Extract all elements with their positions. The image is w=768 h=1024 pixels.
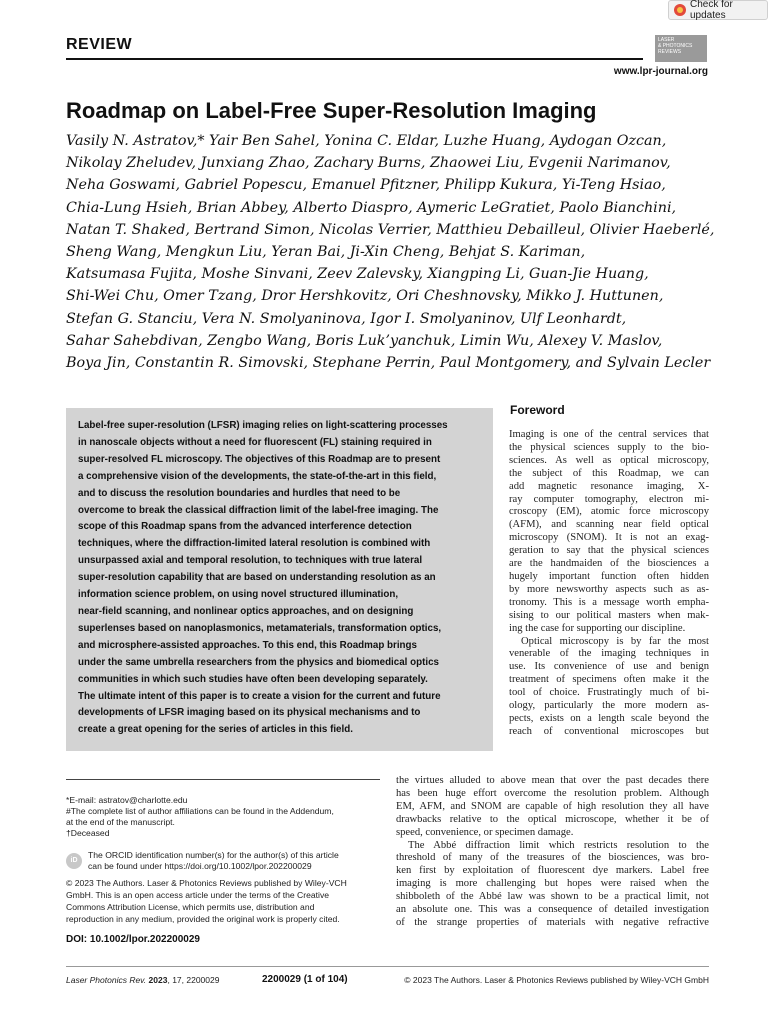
abstract-line: scope of this Roadmap spans from the advanced interference detection bbox=[78, 521, 412, 533]
check-for-updates-button[interactable] bbox=[668, 0, 768, 20]
author-line: Neha Goswami, Gabriel Popescu, Emanuel Pfitzner, Philipp Kukura, Yi-Teng Hsiao, bbox=[66, 177, 666, 194]
abstract-line: communities in which such studies have often been developing separately. bbox=[78, 673, 428, 685]
abstract-line: and microsphere-assisted approaches. To this end, this Roadmap brings bbox=[78, 639, 417, 651]
abstract-line: create a great opening for the series of articles in this field. bbox=[78, 724, 353, 736]
header-rule bbox=[66, 58, 643, 60]
journal-logo-line: LASER bbox=[658, 37, 675, 43]
doi-link[interactable]: DOI: 10.1002/lpor.202200029 bbox=[66, 934, 200, 945]
body-line: speed, convenience, or specimen damage. bbox=[396, 826, 574, 838]
body-line: drawbacks relative to the optical microscope, whether it be of bbox=[396, 813, 709, 825]
footnote-email: *E-mail: astratov@charlotte.edu bbox=[66, 795, 188, 805]
author-line: Stefan G. Stanciu, Vera N. Smolyaninova, Igor I. Smolyaninov, Ulf Leonhardt, bbox=[66, 310, 627, 327]
author-line: Chia-Lung Hsieh, Brian Abbey, Alberto Diaspro, Aymeric LeGratiet, Paolo Bianchini, bbox=[66, 199, 677, 216]
body-line: the virtues alluded to above mean that over the past decades there bbox=[396, 775, 709, 786]
body-line: croscopy (EM), atomic force microscopy bbox=[509, 506, 709, 518]
body-line: are the handmaiden of the biosciences a bbox=[509, 558, 709, 570]
body-line: sciences. As well as optical microscopy, bbox=[509, 454, 709, 466]
footnote-affiliation: #The complete list of author affiliations can be found in the Addendum, bbox=[66, 806, 334, 816]
journal-url-link[interactable]: www.lpr-journal.org bbox=[613, 66, 708, 77]
author-line: Katsumasa Fujita, Moshe Sinvani, Zeev Zalevsky, Xiangping Li, Guan-Jie Huang, bbox=[66, 266, 649, 283]
footer-rule bbox=[66, 966, 709, 967]
journal-logo bbox=[655, 35, 707, 62]
abstract-line: super-resolution capability that are based on understanding resolution as an bbox=[78, 572, 436, 584]
body-line: reach of conventional microscopes but bbox=[509, 725, 709, 737]
author-line: Boya Jin, Constantin R. Simovski, Stephane Perrin, Paul Montgomery, and Sylvain Lecler bbox=[66, 355, 711, 372]
body-line: tronomy. This is a message worth empha- bbox=[509, 596, 709, 608]
abstract-line: information science problem, on using novel structured illumination, bbox=[78, 589, 399, 601]
body-line: (AFM), and scanning near field optical bbox=[509, 519, 709, 531]
author-line: Natan T. Shaked, Bertrand Simon, Nicolas Verrier, Matthieu Debailleul, Olivier Haeberlé, bbox=[66, 221, 715, 238]
body-line: ken first by exploitation of fluorescent dye markers. Label free bbox=[396, 865, 709, 877]
footer-year: 2023 bbox=[148, 975, 168, 985]
body-line: add magnetic resonance imaging, X- bbox=[509, 480, 709, 492]
orcid-icon: iD bbox=[66, 853, 82, 869]
abstract-line: developments of LFSR imaging based on its physical mechanisms and to bbox=[78, 707, 421, 719]
abstract-line: The ultimate intent of this paper is to create a vision for the current and future bbox=[78, 690, 441, 702]
footer-volume: , 17, 2200029 bbox=[167, 975, 220, 985]
footnotes bbox=[66, 795, 386, 839]
license-line: GmbH. This is an open access article under the terms of the Creative bbox=[66, 890, 330, 900]
article-title: Roadmap on Label-Free Super-Resolution Imaging bbox=[66, 98, 597, 123]
abstract-line: under the same umbrella researchers from the physics and biomedical optics bbox=[78, 656, 439, 668]
body-line: ing the case for supporting our discipline. bbox=[509, 622, 686, 634]
body-line: tool of choice. Frustratingly much of bi- bbox=[509, 687, 709, 699]
check-for-updates-label: Check for updates bbox=[690, 0, 733, 21]
abstract-line: superlenses based on nanoplasmonics, metamaterials, transformation optics, bbox=[78, 622, 442, 634]
body-line: by more newsworthy aspects such as as- bbox=[509, 583, 709, 595]
body-line: an absolute one. This was a consequence of detailed investigation bbox=[396, 904, 709, 916]
body-line: the physical sciences supply to the bio- bbox=[509, 441, 709, 453]
abstract-line: a comprehensive vision of the developments, the state-of-the-art in this field, bbox=[78, 470, 437, 482]
body-line: ray computer tomography, electron mi- bbox=[509, 493, 709, 505]
crossmark-icon bbox=[674, 4, 686, 16]
abstract-line: near-field scanning, and nonlinear optics approaches, and on designing bbox=[78, 605, 414, 617]
body-line: imaging is more challenging but hopes were raised when the bbox=[396, 878, 709, 890]
license-line: © 2023 The Authors. Laser & Photonics Reviews published by Wiley-VCH bbox=[66, 878, 347, 888]
body-line: shibboleth of the Abbé law was shown to be a practical limit, not bbox=[396, 891, 709, 903]
foreword-heading: Foreword bbox=[510, 403, 565, 417]
body-line: the subject of this Roadmap, we can bbox=[509, 467, 709, 479]
abstract-text bbox=[78, 418, 486, 739]
author-line: Nikolay Zheludev, Junxiang Zhao, Zachary Burns, Zhaowei Liu, Evgenii Narimanov, bbox=[66, 155, 671, 172]
orcid-line: The ORCID identification number(s) for the author(s) of this article bbox=[88, 850, 339, 860]
body-line: microscopy (SNOM). It is not an exag- bbox=[509, 532, 709, 544]
footer-copyright: © 2023 The Authors. Laser & Photonics Reviews published by Wiley-VCH GmbH bbox=[404, 975, 709, 985]
section-label: REVIEW bbox=[66, 36, 133, 53]
license-note bbox=[66, 877, 347, 925]
footer-citation bbox=[66, 975, 219, 985]
body-line: has been huge effort overcome the resolution problem. Although bbox=[396, 787, 709, 799]
journal-logo-line: & PHOTONICS bbox=[658, 43, 693, 49]
body-line: sising to our political masters when mak- bbox=[509, 609, 709, 621]
abstract-line: in nanoscale objects without a need for fluorescent (FL) staining required in bbox=[78, 436, 432, 448]
body-line: threshold of many of the treasures of the biosciences, was bro- bbox=[396, 852, 709, 864]
abstract-line: unsurpassed axial and temporal resolution, to techniques with true lateral bbox=[78, 555, 423, 567]
body-line: Optical microscopy is by far the most bbox=[521, 635, 709, 647]
abstract-line: and to discuss the resolution boundaries and hurdles that need to be bbox=[78, 487, 401, 499]
abstract-line: Label-free super-resolution (LFSR) imaging relies on light-scattering processes bbox=[78, 420, 448, 431]
body-line: ology, particularly the more modern as- bbox=[509, 700, 709, 712]
abstract-line: overcome to break the classical diffraction limit of the label-free imaging. The bbox=[78, 504, 439, 516]
footnote-deceased: †Deceased bbox=[66, 828, 110, 838]
body-line: pects, exists on a length scale beyond the bbox=[509, 712, 709, 724]
abstract-line: techniques, where the diffraction-limited lateral resolution is combined with bbox=[78, 538, 431, 550]
body-line: geration to say that the physical sciences bbox=[509, 545, 709, 557]
license-line: reproduction in any medium, provided the original work is properly cited. bbox=[66, 914, 340, 924]
footnote-affiliation: at the end of the manuscript. bbox=[66, 817, 175, 827]
footer-journal: Laser Photonics Rev. bbox=[66, 975, 147, 985]
foreword-continued bbox=[396, 775, 709, 930]
footnote-rule bbox=[66, 779, 380, 780]
body-line: The Abbé diffraction limit which restricts resolution to the bbox=[408, 839, 709, 851]
body-line: venerable of the imaging techniques in bbox=[509, 648, 709, 660]
author-line: Sheng Wang, Mengkun Liu, Yeran Bai, Ji-Xin Cheng, Behjat S. Kariman, bbox=[66, 244, 586, 261]
body-line: of the strange properties of materials with negative refractive bbox=[396, 916, 709, 928]
body-line: use. Its convenience of use and benign bbox=[509, 661, 709, 673]
orcid-link[interactable]: can be found under https://doi.org/10.1002/lpor.202200029 bbox=[88, 861, 312, 871]
journal-logo-line: REVIEWS bbox=[658, 49, 682, 55]
license-line: Commons Attribution License, which permits use, distribution and bbox=[66, 902, 315, 912]
body-line: EM, AFM, and SNOM are capable of high resolution they all have bbox=[396, 800, 709, 812]
page-number: 2200029 (1 of 104) bbox=[262, 974, 348, 985]
abstract-line: super-resolved FL microscopy. The objectives of this Roadmap are to present bbox=[78, 453, 441, 465]
body-line: Imaging is one of the central services that bbox=[509, 429, 709, 440]
body-line: hugely important function often hidden bbox=[509, 570, 709, 582]
author-list bbox=[66, 130, 716, 374]
author-line: Sahar Sahebdivan, Zengbo Wang, Boris Luk’yanchuk, Limin Wu, Alexey V. Maslov, bbox=[66, 332, 663, 349]
author-line: Shi-Wei Chu, Omer Tzang, Dror Hershkovitz, Ori Cheshnovsky, Mikko J. Huttunen, bbox=[66, 288, 664, 305]
author-line: Vasily N. Astratov,* Yair Ben Sahel, Yonina C. Eldar, Luzhe Huang, Aydogan Ozcan, bbox=[66, 133, 667, 149]
orcid-note bbox=[88, 850, 339, 872]
foreword-column bbox=[509, 429, 709, 739]
body-line: treatment of specimens often make it the bbox=[509, 674, 709, 686]
